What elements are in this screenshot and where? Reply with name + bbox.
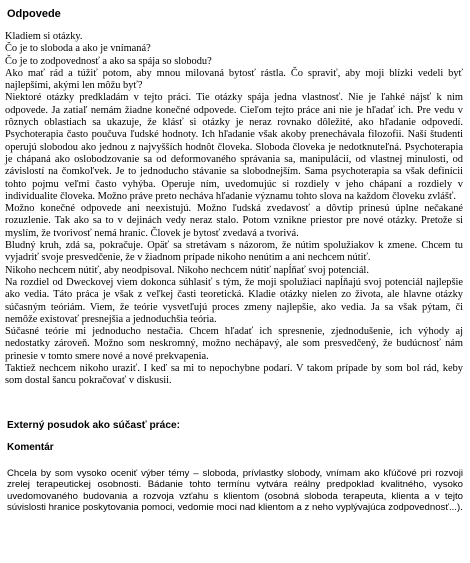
page-heading: Odpovede [7, 8, 61, 20]
paragraph: Ako mať rád a túžiť potom, aby mnou milovaná bytosť rástla. Čo spraviť, aby moji blízki vedeli byť najlepšími, akými len môžu byť? [5, 67, 463, 92]
comment-text: Chcela by som vysoko oceniť výber témy – sloboda, prívlastky slobody, vnímam ako kľúčové pri rozvoji zrelej terapeutickej osobnosti. Bádanie tohto termínu vytvára reálny predpoklad kvalitného, vysoko uvedomovaného budovania a rozvoja vzťahu s klientom (osobná sloboda terapeuta, klienta a v tejto súvislosti hranice poskytovania pomoci, vedomie moci nad klientom a z neho vyplývajúca zodpovednosť...). [7, 467, 463, 514]
section-spacer [5, 388, 463, 419]
paragraph: Na rozdiel od Dweckovej viem dokonca súhlasiť s tým, že moji spolužiaci napĺňajú svoj potenciál najlepšie ako vedia. Táto práca je však z veľkej časti teoretická. Kladie otázky nielen zo života, ale hlavne otázky súčasným teóriám. Viem, že teórie vysvetľujú proces zmeny najlepšie, ako vedia. Ja sa však pýtam, či nemôže existovať presnejšia a jednoduchšia teória. [5, 276, 463, 325]
paragraph: Taktiež nechcem nikoho uraziť. I keď sa mi to nepochybne podarí. V takom prípade by som bol rád, keby som dostal šancu pokračovať v diskusii. [5, 363, 463, 387]
paragraph: Možno konečné odpovede ani neexistujú. Možno ľudská zvedavosť a dôvtip prinesú úplne nečakané rozuzlenie. Tak ako sa to v dejinách vedy neraz stalo. Potom vznikne priestor pre nové otázky. Pretože si myslím, že tvorivosť nemá hranic. Človek je bytosť zvedavá a tvorivá. [5, 203, 463, 239]
paragraph: Súčasné teórie mi jednoducho nestačia. Chcem hľadať ich spresnenie, zjednodušenie, ich výhody aj nedostatky zároveň. Možno som neskromný, možno nechápavý, ale som presvedčený, že budúcnosť nám prinesie v tomto smere nové a nové prekvapenia. [5, 326, 463, 362]
paragraph: Kladiem si otázky. [5, 31, 83, 42]
answer-body [5, 31, 463, 388]
paragraph: Čo je to sloboda a ako je vnímaná? [5, 43, 151, 55]
document-page [5, 4, 463, 514]
paragraph: Bludný kruh, zdá sa, pokračuje. Opäť sa stretávam s názorom, že nútim spolužiakov k zmene. Chcem tu vyjadriť svoje presvedčenie, že v žiadnom prípade nikoho nenútim a ani nechcem nútiť. [5, 240, 463, 264]
paragraph: Niektoré otázky predkladám v tejto práci. Tie otázky spája jedna vlastnosť. Nie je ľahké nájsť k nim odpovede. Ja zatiaľ nemám žiadne konečné odpovede. Cieľom tejto práce ani nie je hľadať ich. Pre vedu v rôznych oblastiach sa ukazuje, že klásť si otázky je neraz rovnako dôležité, ako hľadanie odpovedí. Psychoterapia často poučuva ľudské hodnoty. Ich hľadanie však akoby prenechávala filozofii. Naší študenti operujú slobodou ako jednou z najvyšších hodnôt človeka. Sloboda človeka je nedotknuteľná. Psychoterapia je chápaná ako oslobodzovanie sa od deformovaného správania sa, manipulácií, od vlastnej minulosti, od závislostí na čomkoľvek. Je to jednoducho stávanie sa slobodnejším. Sama psychoterapia sa však definícii tohto pojmu veľmi často vyhýba. Operuje ním, uvedomujúc si rozdiely v jeho chápaní a rozdiely v individualite človeka. Možno práve preto necháva hľadanie významu tohto slova na každom človeku zvlášť. [5, 92, 463, 202]
external-review-title: Externý posudok ako súčasť práce: [7, 419, 181, 431]
paragraph: Čo je to zodpovednosť a ako sa spája so slobodu? [5, 55, 212, 67]
comment-title: Komentár [7, 441, 54, 453]
paragraph: Nikoho nechcem nútiť, aby neodpisoval. Nikoho nechcem nútiť napĺňať svoj potenciál. [5, 264, 369, 276]
